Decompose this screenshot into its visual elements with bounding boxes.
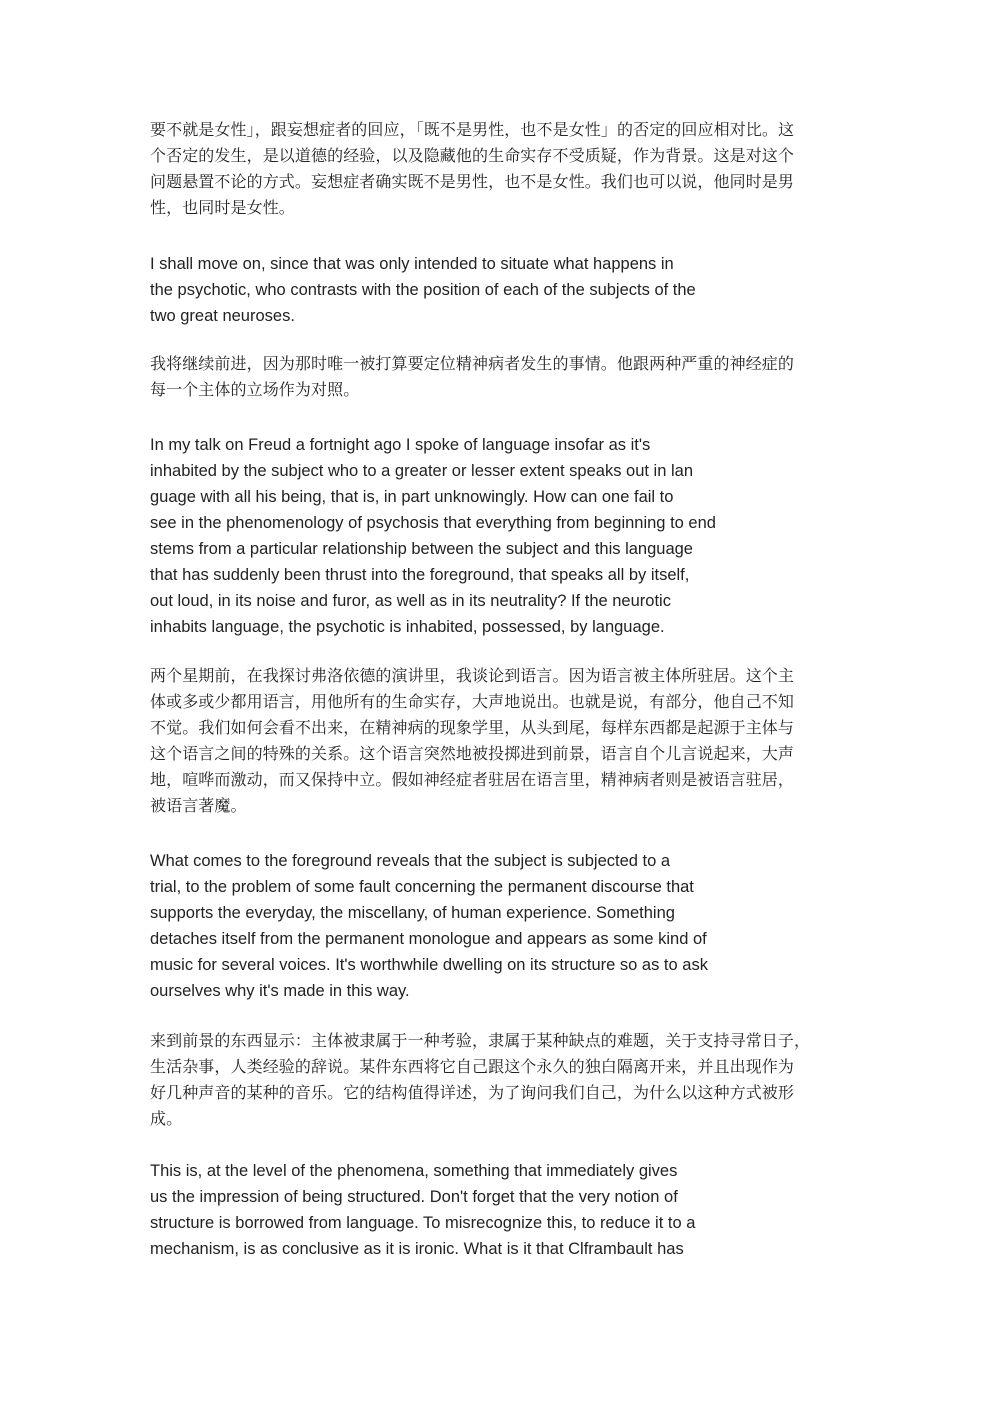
english-paragraph — [150, 432, 790, 640]
text-line: detaches itself from the permanent monologue and appears as some kind of — [150, 930, 707, 948]
chinese-paragraph — [150, 663, 845, 819]
text-line: 要不就是女性」，跟妄想症者的回应，「既不是男性，也不是女性」的否定的回应相对比。这 — [150, 120, 795, 139]
text-line: 个否定的发生，是以道德的经验，以及隐藏他的生命实存不受质疑，作为背景。这是对这个 — [150, 146, 795, 165]
text-line: that has suddenly been thrust into the foreground, that speaks all by itself, — [150, 566, 690, 584]
text-line: 生活杂事，人类经验的辞说。某件东西将它自己跟这个永久的独白隔离开来，并且出现作为 — [150, 1057, 795, 1076]
text-line: mechanism, is as conclusive as it is ironic. What is it that Clframbault has — [150, 1240, 684, 1258]
text-line: structure is borrowed from language. To misrecognize this, to reduce it to a — [150, 1214, 696, 1232]
text-line: 两个星期前，在我探讨弗洛依德的演讲里，我谈论到语言。因为语言被主体所驻居。这个主 — [150, 666, 795, 685]
text-line: What comes to the foreground reveals that the subject is subjected to a — [150, 852, 671, 870]
text-line: guage with all his being, that is, in part unknowingly. How can one fail to — [150, 488, 674, 506]
text-line: trial, to the problem of some fault concerning the permanent discourse that — [150, 878, 694, 896]
text-line: out loud, in its noise and furor, as well as in its neutrality? If the neurotic — [150, 592, 671, 610]
chinese-paragraph — [150, 117, 845, 221]
text-line: two great neuroses. — [150, 307, 295, 325]
text-line: 不觉。我们如何会看不出来，在精神病的现象学里，从头到尾，每样东西都是起源于主体与 — [150, 718, 795, 737]
text-line: inhabits language, the psychotic is inhabited, possessed, by language. — [150, 618, 665, 636]
text-line: 好几种声音的某种的音乐。它的结构值得详述，为了询问我们自己，为什么以这种方式被形 — [150, 1083, 795, 1102]
text-line: 每一个主体的立场作为对照。 — [150, 380, 360, 399]
text-line: 成。 — [150, 1109, 183, 1128]
text-line: the psychotic, who contrasts with the position of each of the subjects of the — [150, 281, 696, 299]
text-line: us the impression of being structured. Don't forget that the very notion of — [150, 1188, 678, 1206]
english-paragraph — [150, 848, 790, 1004]
text-line: In my talk on Freud a fortnight ago I spoke of language insofar as it's — [150, 436, 651, 454]
text-line: 地，喧哗而激动，而又保持中立。假如神经症者驻居在语言里，精神病者则是被语言驻居， — [150, 770, 795, 789]
text-line: inhabited by the subject who to a greater or lesser extent speaks out in lan — [150, 462, 693, 480]
text-line: music for several voices. It's worthwhile dwelling on its structure so as to ask — [150, 956, 708, 974]
text-line: 这个语言之间的特殊的关系。这个语言突然地被投掷进到前景，语言自个儿言说起来，大声 — [150, 744, 795, 763]
text-line: 体或多或少都用语言，用他所有的生命实存，大声地说出。也就是说，有部分，他自己不知 — [150, 692, 795, 711]
text-line: 我将继续前进，因为那时唯一被打算要定位精神病者发生的事情。他跟两种严重的神经症的 — [150, 354, 795, 373]
text-line: 来到前景的东西显示：主体被隶属于一种考验，隶属于某种缺点的难题，关于支持寻常日子， — [150, 1031, 811, 1050]
text-line: 被语言著魔。 — [150, 796, 247, 815]
text-line: 性，也同时是女性。 — [150, 198, 295, 217]
english-paragraph — [150, 1158, 790, 1262]
text-line: ourselves why it's made in this way. — [150, 982, 410, 1000]
text-line: see in the phenomenology of psychosis that everything from beginning to end — [150, 514, 716, 532]
text-line: stems from a particular relationship between the subject and this language — [150, 540, 693, 558]
chinese-paragraph — [150, 1028, 845, 1132]
chinese-paragraph — [150, 351, 845, 403]
text-line: supports the everyday, the miscellany, of human experience. Something — [150, 904, 675, 922]
english-paragraph — [150, 251, 790, 329]
text-line: 问题悬置不论的方式。妄想症者确实既不是男性，也不是女性。我们也可以说，他同时是男 — [150, 172, 795, 191]
text-line: This is, at the level of the phenomena, something that immediately gives — [150, 1162, 678, 1180]
text-line: I shall move on, since that was only intended to situate what happens in — [150, 255, 674, 273]
